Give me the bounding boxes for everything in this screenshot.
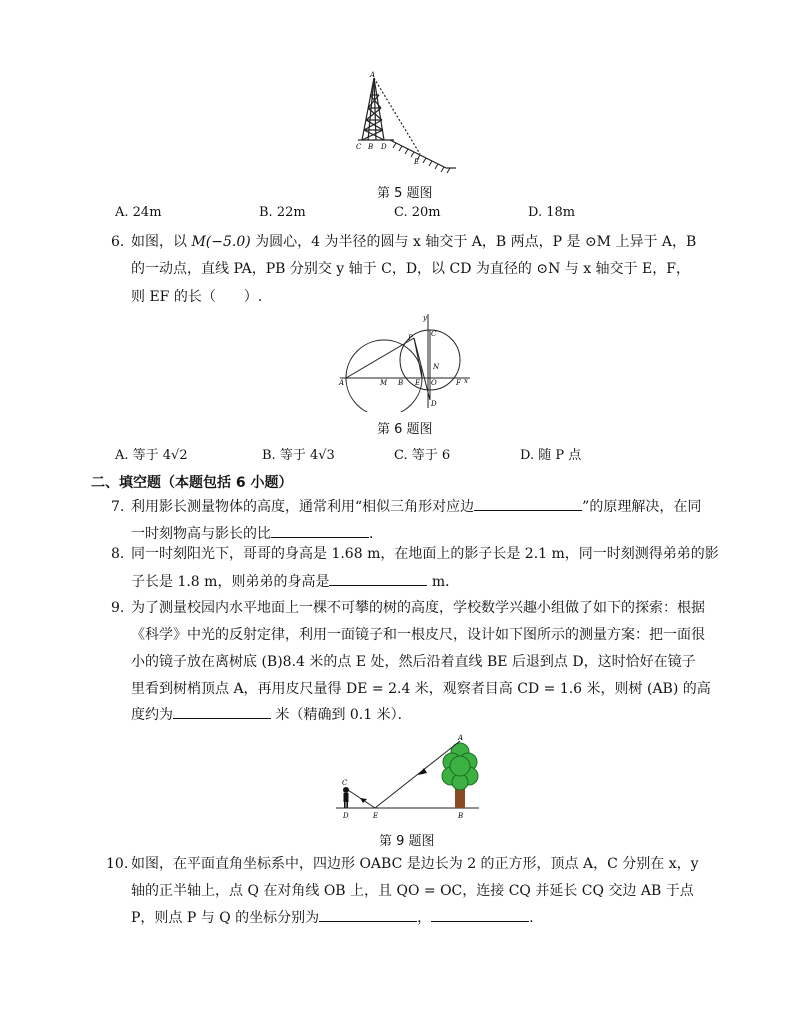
q9-label-d: D: [343, 812, 349, 820]
q5-label-c: C: [356, 143, 362, 151]
q5-label-d: D: [381, 143, 387, 151]
q6-label-n: N: [433, 363, 440, 371]
q6-label-m: M: [380, 379, 388, 387]
section-title: 二、填空题（本题包括 6 小题）: [91, 475, 293, 491]
q5-label-a: A: [370, 71, 376, 79]
q7-blank-1[interactable]: [474, 494, 582, 511]
q10-line2: 轴的正半轴上，点 Q 在对角线 OB 上，且 QO = OC，连接 CQ 并延长 CQ 交边 AB 于点: [131, 883, 694, 899]
q6-label-o: O: [431, 379, 437, 387]
q6-line1: 如图，以 M(−5.0) 为圆心，4 为半径的圆与 x 轴交于 A，B 两点，P 是 ⊙M 上异于 A，B: [131, 234, 697, 250]
q6-label-f: F: [456, 379, 461, 387]
q8-line2: 子长是 1.8 m，则弟弟的身高是 m．: [131, 569, 459, 596]
q9-label-c: C: [342, 779, 348, 787]
q6-number: 6.: [111, 234, 125, 250]
q6-caption: 第 6 题图: [377, 422, 433, 437]
q9-line2: 《科学》中光的反射定律，利用一面镜子和一根皮尺，设计如下图所示的测量方案：把一面很: [131, 627, 705, 643]
q5-figure: [350, 70, 460, 180]
q10-number: 10.: [106, 856, 129, 872]
q6-line2: 的一动点，直线 PA，PB 分别交 y 轴于 C，D，以 CD 为直径的 ⊙N 与 x 轴交于 E，F，: [131, 261, 690, 277]
q6-option-c: C. 等于 6: [394, 448, 451, 463]
q6-label-y: y: [423, 314, 427, 322]
q6-figure: [338, 312, 478, 412]
q9-label-a: A: [458, 734, 464, 742]
q5-option-b: B. 22m: [259, 205, 306, 220]
q6-label-c: C: [431, 330, 437, 338]
q10-blank-1[interactable]: [319, 905, 417, 922]
q9-figure: [334, 732, 484, 822]
q8-blank[interactable]: [329, 569, 427, 586]
q10-line1: 如图，在平面直角坐标系中，四边形 OABC 是边长为 2 的正方形，顶点 A，C 分别在 x，y: [131, 856, 699, 872]
q9-blank[interactable]: [173, 702, 271, 719]
q7-blank-2[interactable]: [271, 521, 369, 538]
q9-label-b: B: [458, 812, 464, 820]
q9-line3: 小的镜子放在离树底 (B)8.4 米的点 E 处，然后沿着直线 BE 后退到点 D，这时恰好在镜子: [131, 654, 696, 670]
q8-number: 8.: [111, 546, 125, 562]
q5-caption: 第 5 题图: [377, 186, 433, 201]
q5-option-a: A. 24m: [115, 205, 162, 220]
q9-label-e: E: [373, 812, 379, 820]
q7-line2: 一时刻物高与影长的比 ．: [131, 521, 383, 548]
q7-line1: 利用影长测量物体的高度，通常利用“相似三角形对应边 ”的原理解决，在同: [131, 494, 701, 521]
q6-label-d: D: [431, 400, 437, 408]
q9-line5: 度约为 米（精确到 0.1 米）．: [131, 702, 412, 729]
q5-option-c: C. 20m: [394, 205, 441, 220]
q8-line1: 同一时刻阳光下，哥哥的身高是 1.68 m，在地面上的影子长是 2.1 m，同一时刻测得弟弟的影: [131, 546, 719, 562]
q6-label-x: x: [464, 377, 468, 385]
q10-line3: P，则点 P 与 Q 的坐标分别为 ， .: [131, 905, 534, 932]
q7-number: 7.: [111, 499, 125, 515]
q6-label-e: E: [415, 379, 421, 387]
q6-option-a: A. 等于 4√2: [115, 448, 188, 463]
q9-line1: 为了测量校园内水平地面上一棵不可攀的树的高度，学校数学兴趣小组做了如下的探索：根据: [131, 600, 705, 616]
q9-line4: 里看到树梢顶点 A，再用皮尺量得 DE = 2.4 米，观察者目高 CD = 1.6 米，则树 (AB) 的高: [131, 681, 711, 697]
q6-option-d: D. 随 P 点: [520, 448, 582, 463]
q9-number: 9.: [111, 600, 125, 616]
q5-label-e: E: [414, 158, 420, 166]
q6-label-b: B: [398, 379, 404, 387]
q6-label-p: P: [408, 334, 413, 342]
q5-label-b: B: [368, 143, 374, 151]
q6-line3: 则 EF 的长（ ）.: [131, 289, 263, 305]
q5-option-d: D. 18m: [528, 205, 576, 220]
q6-option-b: B. 等于 4√3: [262, 448, 335, 463]
q6-label-a: A: [339, 379, 345, 387]
q10-blank-2[interactable]: [431, 905, 529, 922]
q9-caption: 第 9 题图: [379, 834, 435, 849]
